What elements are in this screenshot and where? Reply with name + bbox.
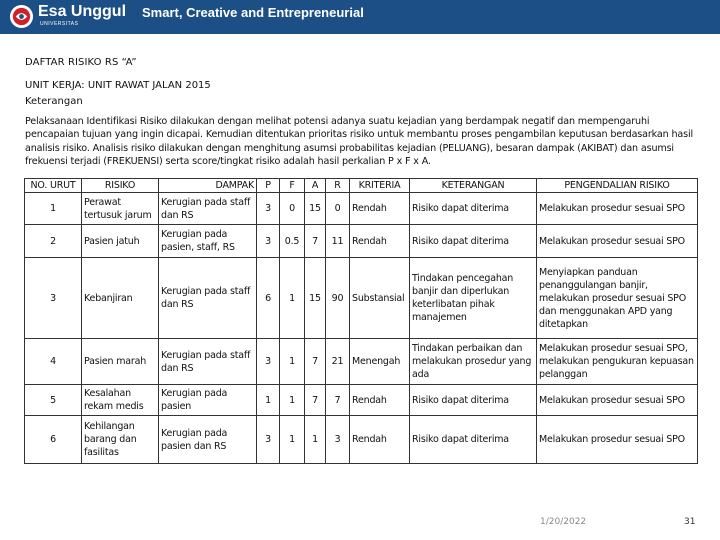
cell-risiko: Perawat tertusuk jarum (82, 193, 159, 225)
table-row (25, 225, 698, 258)
header-keterangan: KETERANGAN (410, 179, 537, 193)
cell-risiko: Kebanjiran (82, 258, 159, 339)
risk-table (24, 178, 698, 464)
cell-no: 1 (25, 193, 82, 225)
cell-risiko: Kehilangan barang dan fasilitas (82, 416, 159, 464)
cell-kriteria: Menengah (350, 339, 410, 385)
university-logo-icon (9, 4, 34, 29)
header-pengendalian: PENGENDALIAN RISIKO (537, 179, 698, 193)
cell-p: 3 (257, 416, 280, 464)
cell-pengendalian: Melakukan prosedur sesuai SPO (537, 225, 698, 258)
cell-r: 7 (326, 385, 350, 416)
header-banner (0, 0, 720, 34)
cell-risiko: Pasien jatuh (82, 225, 159, 258)
header-dampak: DAMPAK (159, 179, 257, 193)
cell-pengendalian: Melakukan prosedur sesuai SPO (537, 193, 698, 225)
header-a: A (305, 179, 326, 193)
work-unit: UNIT KERJA: UNIT RAWAT JALAN 2015 (25, 80, 211, 91)
header-risiko: RISIKO (82, 179, 159, 193)
footer-date: 1/20/2022 (540, 517, 587, 527)
document-title: DAFTAR RISIKO RS “A” (25, 57, 137, 68)
table-row (25, 416, 698, 464)
cell-kriteria: Rendah (350, 416, 410, 464)
keterangan-label: Keterangan (25, 96, 83, 107)
cell-keterangan: Tindakan perbaikan dan melakukan prosedur yang ada (410, 339, 537, 385)
cell-r: 90 (326, 258, 350, 339)
header-f: F (280, 179, 305, 193)
table-row (25, 193, 698, 225)
cell-f: 1 (280, 258, 305, 339)
cell-a: 15 (305, 258, 326, 339)
cell-a: 7 (305, 339, 326, 385)
header-p: P (257, 179, 280, 193)
cell-f: 0 (280, 193, 305, 225)
cell-keterangan: Risiko dapat diterima (410, 385, 537, 416)
cell-p: 1 (257, 385, 280, 416)
cell-p: 3 (257, 339, 280, 385)
cell-no: 5 (25, 385, 82, 416)
cell-a: 7 (305, 385, 326, 416)
cell-dampak: Kerugian pada pasien (159, 385, 257, 416)
cell-p: 3 (257, 193, 280, 225)
table-row (25, 339, 698, 385)
cell-keterangan: Tindakan pencegahan banjir dan diperlukan keterlibatan pihak manajemen (410, 258, 537, 339)
cell-keterangan: Risiko dapat diterima (410, 416, 537, 464)
cell-kriteria: Rendah (350, 385, 410, 416)
cell-f: 0.5 (280, 225, 305, 258)
table-header-row (25, 179, 698, 193)
cell-dampak: Kerugian pada staff dan RS (159, 193, 257, 225)
header-no: NO. URUT (25, 179, 82, 193)
cell-a: 1 (305, 416, 326, 464)
cell-risiko: Kesalahan rekam medis (82, 385, 159, 416)
cell-dampak: Kerugian pada pasien dan RS (159, 416, 257, 464)
cell-r: 21 (326, 339, 350, 385)
cell-p: 3 (257, 225, 280, 258)
cell-p: 6 (257, 258, 280, 339)
brand-subtitle: UNIVERSITAS (40, 21, 79, 27)
cell-pengendalian: Menyiapkan panduan penanggulangan banjir, melakukan prosedur sesuai SPO dan menggunakan APD yang ditetapkan (537, 258, 698, 339)
cell-no: 2 (25, 225, 82, 258)
cell-kriteria: Rendah (350, 225, 410, 258)
cell-no: 4 (25, 339, 82, 385)
cell-r: 0 (326, 193, 350, 225)
cell-f: 1 (280, 416, 305, 464)
brand-name: Esa Unggul (38, 3, 127, 20)
description-paragraph: Pelaksanaan Identifikasi Risiko dilakukan dengan melihat potensi adanya suatu kejadian yang berdampak negatif dan mempengaruhi pencapaian tujuan yang ingin dicapai. Kemudian ditentukan prioritas risiko untuk membantu proses pengambilan keputusan berdasarkan hasil analisis risiko. Analisis risiko dilakukan dengan menghitung asumsi probabilitas kejadian (PELUANG), besaran dampak (AKIBAT) dan asumsi frekuensi terjadi (FREKUENSI) serta score/tingkat risiko adalah hasil perkalian P x F x A. (25, 116, 694, 168)
cell-f: 1 (280, 385, 305, 416)
header-kriteria: KRITERIA (350, 179, 410, 193)
cell-f: 1 (280, 339, 305, 385)
cell-dampak: Kerugian pada pasien, staff, RS (159, 225, 257, 258)
cell-kriteria: Substansial (350, 258, 410, 339)
tagline: Smart, Creative and Entrepreneurial (142, 5, 364, 20)
cell-no: 6 (25, 416, 82, 464)
cell-keterangan: Risiko dapat diterima (410, 193, 537, 225)
cell-dampak: Kerugian pada staff dan RS (159, 258, 257, 339)
header-r: R (326, 179, 350, 193)
cell-pengendalian: Melakukan prosedur sesuai SPO (537, 385, 698, 416)
cell-keterangan: Risiko dapat diterima (410, 225, 537, 258)
cell-no: 3 (25, 258, 82, 339)
cell-r: 3 (326, 416, 350, 464)
cell-a: 15 (305, 193, 326, 225)
cell-pengendalian: Melakukan prosedur sesuai SPO, melakukan pengukuran kepuasan pelanggan (537, 339, 698, 385)
cell-r: 11 (326, 225, 350, 258)
cell-risiko: Pasien marah (82, 339, 159, 385)
cell-a: 7 (305, 225, 326, 258)
page-number: 31 (684, 517, 696, 527)
cell-kriteria: Rendah (350, 193, 410, 225)
table-row (25, 258, 698, 339)
cell-pengendalian: Melakukan prosedur sesuai SPO (537, 416, 698, 464)
cell-dampak: Kerugian pada staff dan RS (159, 339, 257, 385)
table-row (25, 385, 698, 416)
